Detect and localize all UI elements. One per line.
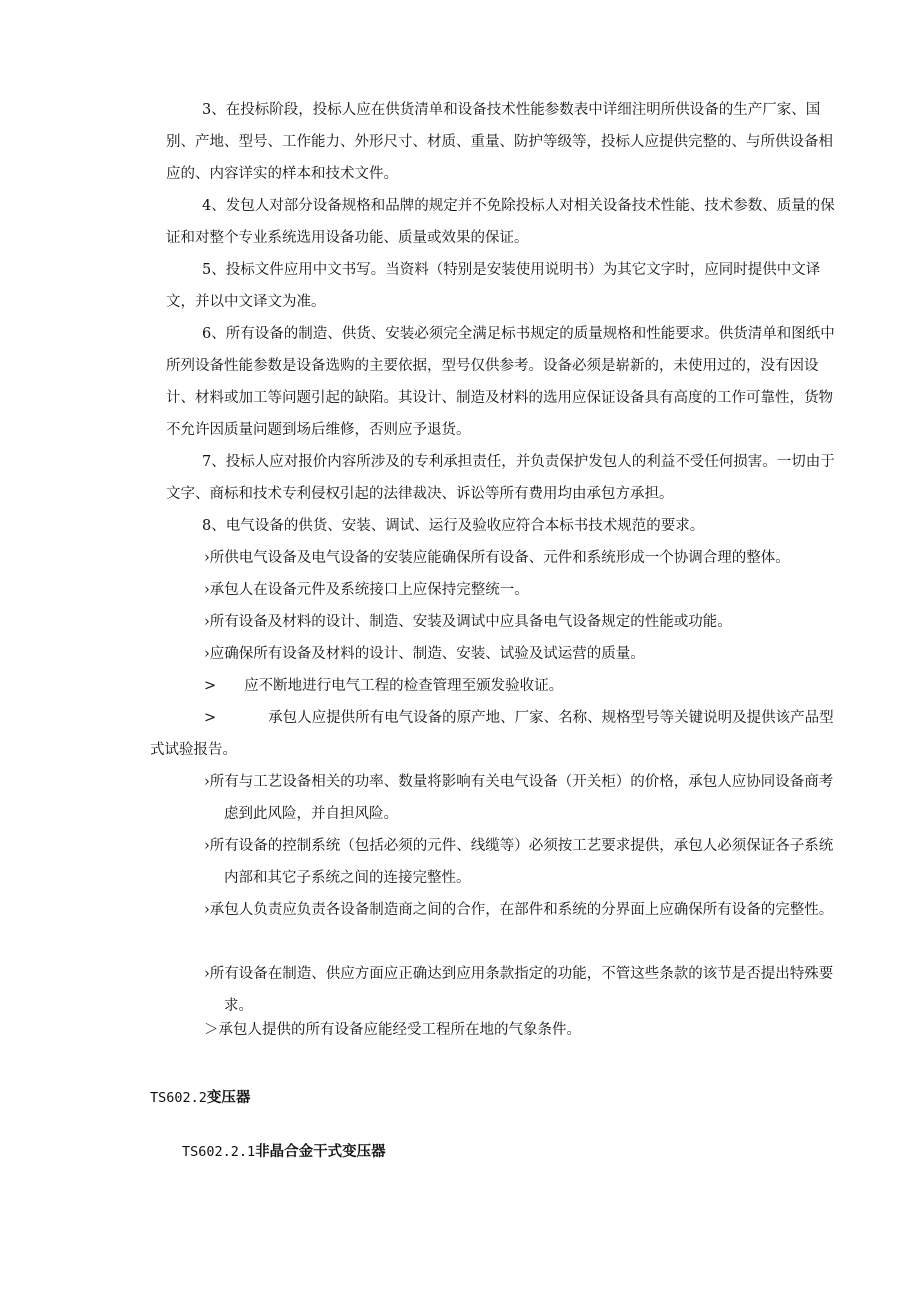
bullet-item-9: ›承包人负责应负责各设备制造商之间的合作，在部件和系统的分界面上应确保所有设备的完整性。 [204,902,834,918]
paragraph-3: 3、在投标阶段，投标人应在供货清单和设备技术性能参数表中详细注明所供设备的生产厂家、国别、产地、型号、工作能力、外形尺寸、材质、重量、防护等级等，投标人应提供完整的、与所供设备相应的、内容详实的样本和技术文件。 [166,102,833,182]
subsection-heading [182,1140,386,1164]
subsection-title: 非晶合金干式变压器 [255,1143,386,1160]
section-code: TS602.2 [150,1090,207,1106]
paragraph-6: 6、所有设备的制造、供货、安装必须完全满足标书规定的质量规格和性能要求。供货清单和图纸中所列设备性能参数是设备选购的主要依据，型号仅供参考。设备必须是崭新的，未使用过的，没有因设计、材料或加工等问题引起的缺陷。其设计、制造及材料的选用应保证设备具有高度的工作可靠性，货物不允许因质量问题到场后维修，否则应予退货。 [166,326,835,438]
bullet-marker: > [204,710,217,726]
paragraph-4: 4、发包人对部分设备规格和品牌的规定并不免除投标人对相关设备技术性能、技术参数、质量的保证和对整个专业系统选用设备功能、质量或效果的保证。 [166,198,835,246]
paragraph-8: 8、电气设备的供货、安装、调试、运行及验收应符合本标书技术规范的要求。 [202,518,705,534]
bullet-item-3: ›所有设备及材料的设计、制造、安装及调试中应具备电气设备规定的性能或功能。 [204,614,732,630]
bullet-item-1: ›所供电气设备及电气设备的安装应能确保所有设备、元件和系统形成一个协调合理的整体。 [204,550,790,566]
bullet-item-8: ›所有设备的控制系统（包括必须的元件、线缆等）必须按工艺要求提供，承包人必须保证各子系统内部和其它子系统之间的连接完整性。 [204,838,834,886]
section-heading [150,1086,250,1110]
bullet-item-7: ›所有与工艺设备相关的功率、数量将影响有关电气设备（开关柜）的价格，承包人应协同设备商考虑到此风险，并自担风险。 [204,774,834,822]
paragraph-7: 7、投标人应对报价内容所涉及的专利承担责任，并负责保护发包人的利益不受任何损害。一切由于文字、商标和技术专利侵权引起的法律裁决、诉讼等所有费用均由承包方承担。 [166,454,835,502]
paragraph-5: 5、投标文件应用中文书写。当资料（特别是安装使用说明书）为其它文字时，应同时提供中文译文，并以中文译文为准。 [166,262,821,310]
bullet-item-4: ›应确保所有设备及材料的设计、制造、安装、试验及试运营的质量。 [204,646,645,662]
section-title: 变压器 [206,1089,251,1106]
bullet-item-11: ＞承包人提供的所有设备应能经受工程所在地的气象条件。 [204,1022,581,1038]
bullet-item-2: ›承包人在设备元件及系统接口上应保持完整统一。 [204,582,529,598]
subsection-code: TS602.2.1 [182,1144,256,1160]
bullet-item-10: ›所有设备在制造、供应方面应正确达到应用条款指定的功能，不管这些条款的该节是否提出特殊要求。 [204,966,834,1014]
bullet-marker: > [204,678,217,694]
bullet-item-5 [204,670,844,702]
bullet-item-6 [150,702,844,766]
bullet-text: 承包人应提供所有电气设备的原产地、厂家、名称、规格型号等关键说明及提供该产品型式试验报告。 [150,710,834,758]
bullet-text: 应不断地进行电气工程的检查管理至颁发验收证。 [244,678,564,694]
